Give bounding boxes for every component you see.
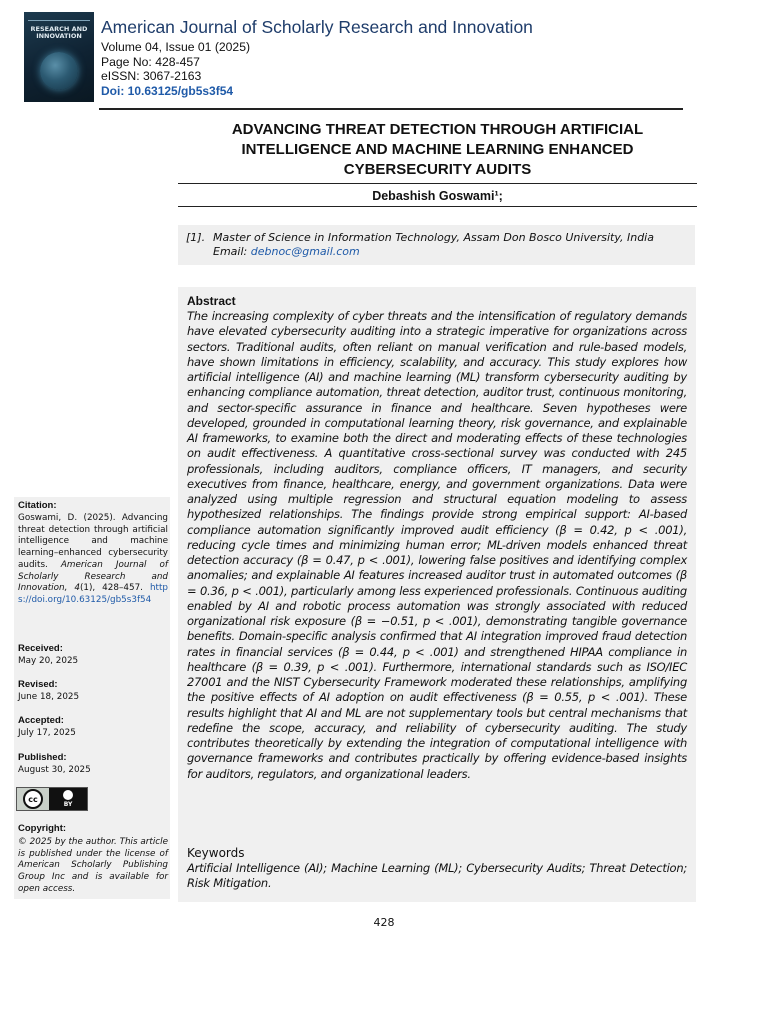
citation-label: Citation: [18,500,57,511]
email-link[interactable]: debnoc@gmail.com [250,245,360,258]
cc-icon [17,788,49,810]
header-divider [99,108,683,110]
affiliation-number: [1]. [186,231,206,244]
journal-doi-link[interactable]: Doi: 10.63125/gb5s3f54 [101,84,234,98]
by-icon [49,788,87,810]
affiliation-email-line [213,245,360,258]
citation-journal: American Journal of Scholarly Research and Innovation, 4 [18,559,168,594]
published-date: August 30, 2025 [18,765,91,775]
author-rule-top [178,183,697,184]
author-name: Debashish Goswami¹; [372,189,503,203]
received-date: May 20, 2025 [18,656,79,666]
affiliation-text: Master of Science in Information Technology, Assam Don Bosco University, India [213,231,654,244]
citation-text [18,513,168,607]
citation-doi-link[interactable]: https://doi.org/10.63125/gb5s3f54 [18,583,169,605]
affiliation-box [178,225,695,265]
paper-title: ADVANCING THREAT DETECTION THROUGH ARTIFICIAL INTELLIGENCE AND MACHINE LEARNING ENHANCED CYBERSECURITY AUDITS [231,121,644,178]
abstract-box [178,287,696,902]
accepted-date: July 17, 2025 [18,728,76,738]
revised-date: June 18, 2025 [18,692,80,702]
citation-tail: (1), 428–457. [79,583,143,594]
by-person-icon [63,790,73,800]
cc-circle: cc [23,789,43,809]
accepted-label: Accepted: [18,715,64,726]
author-rule-bottom [178,206,697,207]
received-label: Received: [18,643,63,654]
journal-volume-issue: Volume 04, Issue 01 (2025) [101,40,251,54]
journal-cover-image [24,12,94,102]
journal-pages: Page No: 428-457 [101,55,200,69]
revised-label: Revised: [18,679,58,690]
article-info-sidebar [14,497,170,899]
published-label: Published: [18,752,67,763]
cover-title: RESEARCH AND INNOVATION [30,25,88,40]
email-label: Email: [213,245,251,258]
keywords-list: Artificial Intelligence (AI); Machine Learning (ML); Cybersecurity Audits; Threat Detection; Risk Mitigation. [187,861,687,890]
copyright-label: Copyright: [18,823,67,834]
page-number: 428 [373,916,395,929]
keywords-heading: Keywords [187,846,245,860]
journal-eissn: eISSN: 3067-2163 [101,69,202,83]
abstract-body: The increasing complexity of cyber threats and the intensification of regulatory demands have elevated cybersecurity auditing into a strategic imperative for organizations across sectors. Traditional audits, often reliant on manual verification and rule-based models, have shown limitations in efficiency, scalability, and accuracy. This study explores how artificial intelligence (AI) and machine learning (ML) transform cybersecurity auditing by enhancing compliance automation, threat detection, auditor trust, continuous monitoring, and sector-specific assurance in finance and healthcare. Seven hypotheses were developed, grounded in computational learning theory, risk governance, and explainable AI frameworks, to examine both the direct and moderating effects of these technologies on audit effectiveness. A quantitative cross-sectional survey was conducted with 245 professionals, including auditors, compliance officers, IT managers, and security executives from finance, healthcare, energy, and government organizations. Data were analyzed using multiple regression and structural equation modeling to assess hypothesized relationships. The findings provide strong empirical support: AI-based compliance automation significantly improved audit efficiency (β = 0.42, p < .001), reducing cycle times and minimizing human error; ML-driven models enhanced threat detection accuracy (β = 0.47, p < .001), lowering false positives and identifying complex anomalies; and explainable AI features increased auditor trust in automated outcomes (β = 0.36, p < .001), particularly among less experienced professionals. Continuous auditing enabled by AI and robotic process automation was strongly associated with reduced organizational risk exposure (β = −0.51, p < .001), demonstrating tangible governance benefits. Domain-specific analysis confirmed that AI integration improved fraud detection rates in financial services (β = 0.44, p < .001) and strengthened HIPAA compliance in healthcare (β = 0.39, p < .001). Furthermore, international standards such as ISO/IEC 27001 and the NIST Cybersecurity Framework moderated these relationships, amplifying the positive effects of AI adoption on audit effectiveness (β = 0.55, p < .001). These results highlight that AI and ML are not supplementary tools but central mechanisms that redefine the scope, accuracy, and reliability of cybersecurity auditing. The study contributes theoretically by extending the integration of computational intelligence with governance frameworks and contributes practically by offering evidence-based insights for auditors, regulators, and organizational leaders. [187,309,687,781]
citation-main: Goswami, D. (2025). Advancing threat detection through artificial intelligence and machine learning–enhanced cybersecurity audits. [18,513,168,570]
copyright-text: © 2025 by the author. This article is published under the license of American Scholarly Publishing Group Inc and is available for open access. [18,837,168,894]
journal-title: American Journal of Scholarly Research and Innovation [101,17,533,37]
cc-by-license-badge[interactable] [16,787,88,811]
by-label: BY [63,801,73,808]
abstract-heading: Abstract [187,294,236,308]
cover-globe-graphic [40,52,78,90]
cover-decoration [28,17,90,21]
